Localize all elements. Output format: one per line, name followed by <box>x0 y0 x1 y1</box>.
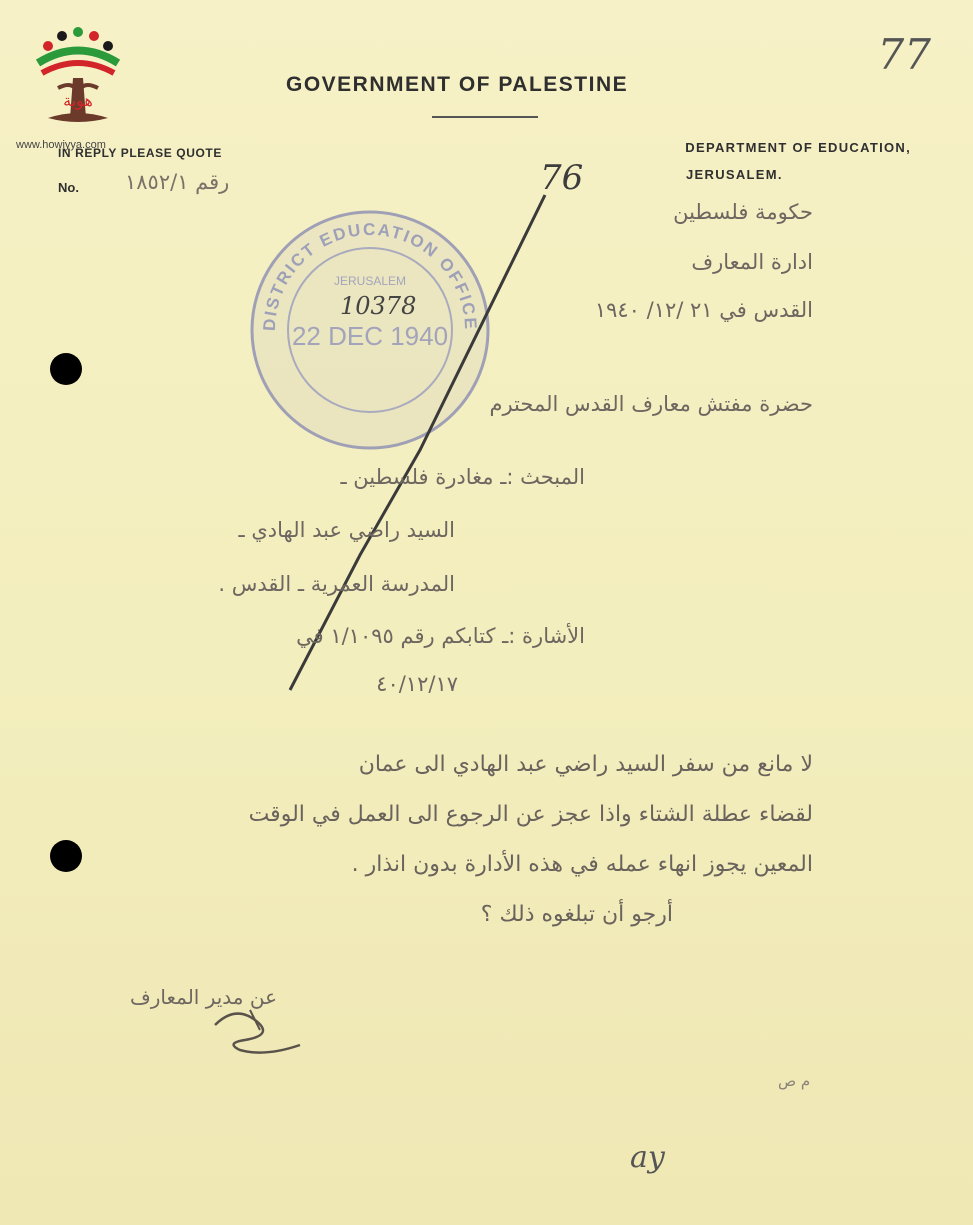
department-label: DEPARTMENT OF EDUCATION, <box>685 140 911 155</box>
reference-date: ٤٠/١٢/١٧ <box>376 672 458 696</box>
page-number: 77 <box>877 30 931 79</box>
stamp-city: JERUSALEM <box>333 274 407 288</box>
handwritten-number: 76 <box>540 158 584 198</box>
signature-label: عن مدير المعارف <box>130 985 278 1009</box>
city-label: JERUSALEM. <box>686 167 783 182</box>
number-label: No. <box>58 180 79 195</box>
arabic-department: ادارة المعارف <box>691 250 813 274</box>
subject-person: السيد راضي عبد الهادي ـ <box>238 518 455 542</box>
addressee: حضرة مفتش معارف القدس المحترم <box>489 392 813 416</box>
body-line-3: المعين يجوز انهاء عمله في هذه الأدارة بدون انذار . <box>351 852 813 877</box>
stamp-text: DISTRICT EDUCATION OFFICE <box>259 219 481 332</box>
subject-line: المبحث :ـ مغادرة فلسطين ـ <box>340 465 585 489</box>
subject-school: المدرسة العمرية ـ القدس . <box>218 572 455 596</box>
punch-hole-bottom <box>50 840 82 872</box>
received-number: 10378 <box>340 292 417 320</box>
letter-date: القدس في ٢١ /١٢/ ١٩٤٠ <box>594 298 813 322</box>
reference-number: رقم ١٨٥٢/١ <box>125 170 230 194</box>
letterhead-title: GOVERNMENT OF PALESTINE <box>286 73 629 96</box>
punch-hole-top <box>50 353 82 385</box>
svg-text:هوية: هوية <box>63 91 93 110</box>
arabic-government: حكومة فلسطين <box>673 200 813 224</box>
stamp-date: 22 DEC 1940 <box>291 321 449 351</box>
body-line-1: لا مانع من سفر السيد راضي عبد الهادي الى عمان <box>358 752 813 777</box>
handwritten-initials: ay <box>630 1140 665 1175</box>
body-line-4: أرجو أن تبلغوه ذلك ؟ <box>480 902 673 927</box>
logo-website: www.howiyya.com <box>16 139 106 151</box>
reply-quote-label: IN REPLY PLEASE QUOTE <box>58 146 222 160</box>
small-annotation: م ص <box>778 1072 811 1090</box>
reference-line: الأشارة :ـ كتابكم رقم ١/١٠٩٥ في <box>296 624 585 648</box>
body-line-2: لقضاء عطلة الشتاء واذا عجز عن الرجوع الى العمل في الوقت <box>248 802 813 827</box>
handwritten-signature <box>205 995 315 1060</box>
